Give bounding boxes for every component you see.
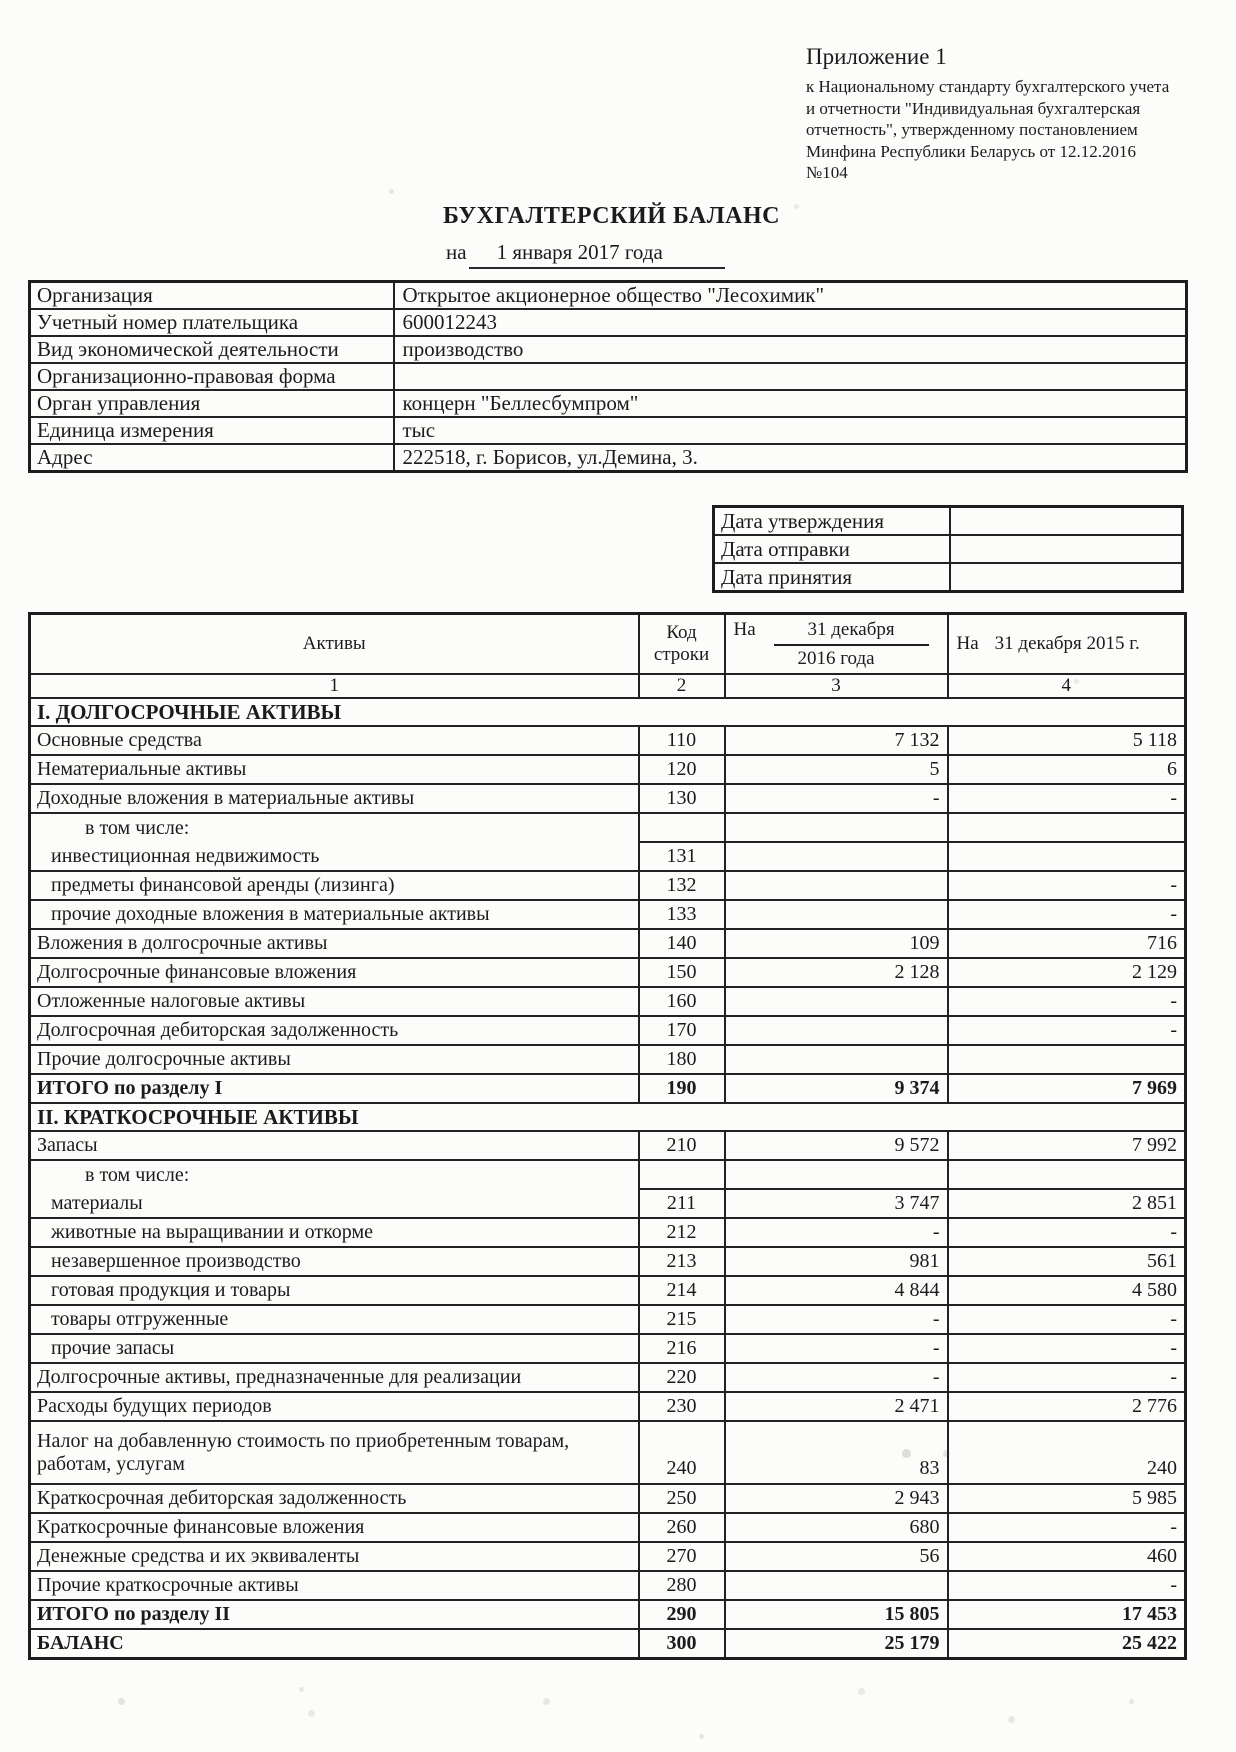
org-row-value: 222518, г. Борисов, ул.Демина, 3. xyxy=(394,444,1187,472)
row-value-2015: 460 xyxy=(948,1542,1186,1571)
org-row xyxy=(30,444,1187,472)
subtitle-prefix: на xyxy=(446,240,467,264)
row-value-2015: - xyxy=(948,1016,1186,1045)
org-row-value: тыс xyxy=(394,417,1187,444)
appendix-line: отчетность", утвержденному постановлением xyxy=(806,120,1138,139)
org-row xyxy=(30,390,1187,417)
row-value-2016 xyxy=(725,871,948,900)
col-header-assets: Активы xyxy=(30,614,639,675)
row-value-2016 xyxy=(725,1571,948,1600)
row-value-2015 xyxy=(948,1045,1186,1074)
asset-row xyxy=(30,1392,1186,1421)
org-row-label: Адрес xyxy=(30,444,394,472)
row-code: 170 xyxy=(639,1016,725,1045)
assets-table-body xyxy=(30,698,1186,1659)
org-table-body xyxy=(30,282,1187,472)
row-code: 140 xyxy=(639,929,725,958)
asset-row xyxy=(30,842,1186,871)
asset-row xyxy=(30,1513,1186,1542)
row-code: 131 xyxy=(639,842,725,871)
org-row-label: Организационно-правовая форма xyxy=(30,363,394,390)
row-value-2015: 7 992 xyxy=(948,1131,1186,1160)
org-row-value: 600012243 xyxy=(394,309,1187,336)
asset-row xyxy=(30,958,1186,987)
row-label: Долгосрочные активы, предназначенные для реализации xyxy=(30,1363,639,1392)
row-code: 260 xyxy=(639,1513,725,1542)
org-row-label: Единица измерения xyxy=(30,417,394,444)
row-label: ИТОГО по разделу II xyxy=(30,1600,639,1629)
row-label: Краткосрочные финансовые вложения xyxy=(30,1513,639,1542)
row-value-2016: 15 805 xyxy=(725,1600,948,1629)
row-sublabel: в том числе: xyxy=(30,813,639,842)
row-value-2016: 9 572 xyxy=(725,1131,948,1160)
row-value-2015: 2 129 xyxy=(948,958,1186,987)
row-value-2015: 7 969 xyxy=(948,1074,1186,1103)
asset-row xyxy=(30,929,1186,958)
row-value-2015: 2 851 xyxy=(948,1189,1186,1218)
org-row-value xyxy=(394,363,1187,390)
row-label: готовая продукция и товары xyxy=(30,1276,639,1305)
asset-row xyxy=(30,987,1186,1016)
asset-row xyxy=(30,871,1186,900)
dates-table xyxy=(712,505,1184,593)
asset-row xyxy=(30,1600,1186,1629)
row-label: товары отгруженные xyxy=(30,1305,639,1334)
org-row-label: Орган управления xyxy=(30,390,394,417)
asset-row xyxy=(30,1131,1186,1160)
date-row-label: Дата принятия xyxy=(714,563,950,592)
date-row-label: Дата утверждения xyxy=(714,507,950,536)
row-label: Долгосрочные финансовые вложения xyxy=(30,958,639,987)
row-label: прочие доходные вложения в материальные активы xyxy=(30,900,639,929)
row-value-2016: - xyxy=(725,1218,948,1247)
date-row-value xyxy=(950,535,1183,563)
org-row-value: концерн "Беллесбумпром" xyxy=(394,390,1187,417)
row-label: Вложения в долгосрочные активы xyxy=(30,929,639,958)
row-value-2016: 981 xyxy=(725,1247,948,1276)
row-value-2016: 56 xyxy=(725,1542,948,1571)
org-row-label: Вид экономической деятельности xyxy=(30,336,394,363)
row-value-2015: - xyxy=(948,1363,1186,1392)
row-value-2015: 25 422 xyxy=(948,1629,1186,1659)
org-row xyxy=(30,363,1187,390)
col-header-code: Код строки xyxy=(639,614,725,675)
row-value-2015: 716 xyxy=(948,929,1186,958)
row-code: 215 xyxy=(639,1305,725,1334)
row-value-2015: - xyxy=(948,871,1186,900)
row-value-2015: - xyxy=(948,1305,1186,1334)
row-value-2015: 2 776 xyxy=(948,1392,1186,1421)
row-value-2016: 4 844 xyxy=(725,1276,948,1305)
row-value-2016: 7 132 xyxy=(725,726,948,755)
row-value-2015: - xyxy=(948,1571,1186,1600)
appendix-line: №104 xyxy=(806,163,848,182)
org-row xyxy=(30,417,1187,444)
row-value-2016: - xyxy=(725,1305,948,1334)
row-code: 280 xyxy=(639,1571,725,1600)
row-value-2016: - xyxy=(725,1334,948,1363)
row-code: 270 xyxy=(639,1542,725,1571)
row-value-2015: - xyxy=(948,1218,1186,1247)
appendix-line: и отчетности "Индивидуальная бухгалтерская xyxy=(806,98,1141,118)
date-row-value xyxy=(950,507,1183,536)
col-number: 3 xyxy=(725,674,948,698)
row-value-2015: - xyxy=(948,1513,1186,1542)
row-value-2016: 5 xyxy=(725,755,948,784)
row-value-2016: 680 xyxy=(725,1513,948,1542)
asset-row xyxy=(30,1542,1186,1571)
row-code: 160 xyxy=(639,987,725,1016)
scan-noise xyxy=(0,0,3,3)
row-label: Запасы xyxy=(30,1131,639,1160)
row-code: 214 xyxy=(639,1276,725,1305)
assets-header-row xyxy=(30,614,1186,675)
row-value-2016: - xyxy=(725,784,948,813)
row-value-2016: 25 179 xyxy=(725,1629,948,1659)
org-row xyxy=(30,282,1187,310)
row-code: 230 xyxy=(639,1392,725,1421)
row-value-2015 xyxy=(948,813,1186,842)
row-label: незавершенное производство xyxy=(30,1247,639,1276)
section-label: I. ДОЛГОСРОЧНЫЕ АКТИВЫ xyxy=(30,698,1186,726)
asset-row xyxy=(30,784,1186,813)
asset-row xyxy=(30,1218,1186,1247)
column-numbers-row xyxy=(30,674,1186,698)
row-label: Прочие краткосрочные активы xyxy=(30,1571,639,1600)
row-label: Отложенные налоговые активы xyxy=(30,987,639,1016)
row-value-2016 xyxy=(725,1045,948,1074)
row-code: 213 xyxy=(639,1247,725,1276)
row-label: Основные средства xyxy=(30,726,639,755)
row-value-2016 xyxy=(725,813,948,842)
asset-row xyxy=(30,1074,1186,1103)
col-header-2016: На 31 декабря 2016 года xyxy=(725,614,948,675)
row-code: 211 xyxy=(639,1189,725,1218)
row-label: БАЛАНС xyxy=(30,1629,639,1659)
appendix-line: к Национальному стандарту бухгалтерского учета xyxy=(806,77,1170,96)
date-row-value xyxy=(950,563,1183,592)
asset-row xyxy=(30,1160,1186,1189)
dates-table-body xyxy=(714,507,1183,592)
col-number: 1 xyxy=(30,674,639,698)
asset-row xyxy=(30,1247,1186,1276)
org-row xyxy=(30,309,1187,336)
row-label: Налог на добавленную стоимость по приобретенным товарам, работам, услугам xyxy=(30,1421,639,1484)
row-value-2015: 5 985 xyxy=(948,1484,1186,1513)
row-value-2016 xyxy=(725,842,948,871)
row-code: 133 xyxy=(639,900,725,929)
row-label: ИТОГО по разделу I xyxy=(30,1074,639,1103)
row-value-2015: - xyxy=(948,987,1186,1016)
row-label: Долгосрочная дебиторская задолженность xyxy=(30,1016,639,1045)
document-title: БУХГАЛТЕРСКИЙ БАЛАНС xyxy=(443,203,780,229)
row-code: 180 xyxy=(639,1045,725,1074)
row-value-2015: 561 xyxy=(948,1247,1186,1276)
row-label: предметы финансовой аренды (лизинга) xyxy=(30,871,639,900)
date-row-label: Дата отправки xyxy=(714,535,950,563)
row-value-2016: 2 471 xyxy=(725,1392,948,1421)
row-value-2015: - xyxy=(948,1334,1186,1363)
col-number: 2 xyxy=(639,674,725,698)
row-label: Прочие долгосрочные активы xyxy=(30,1045,639,1074)
row-code: 120 xyxy=(639,755,725,784)
row-code: 250 xyxy=(639,1484,725,1513)
row-label: Краткосрочная дебиторская задолженность xyxy=(30,1484,639,1513)
asset-row xyxy=(30,813,1186,842)
row-label: материалы xyxy=(30,1189,639,1218)
asset-row xyxy=(30,1189,1186,1218)
document-subtitle xyxy=(446,240,725,269)
row-value-2015: - xyxy=(948,900,1186,929)
asset-row xyxy=(30,1421,1186,1484)
row-code: 110 xyxy=(639,726,725,755)
row-value-2016: 3 747 xyxy=(725,1189,948,1218)
row-code: 220 xyxy=(639,1363,725,1392)
asset-row xyxy=(30,1484,1186,1513)
section-row xyxy=(30,698,1186,726)
date-row xyxy=(714,535,1183,563)
row-code: 212 xyxy=(639,1218,725,1247)
row-sublabel: в том числе: xyxy=(30,1160,639,1189)
row-value-2016 xyxy=(725,1160,948,1189)
asset-row xyxy=(30,1571,1186,1600)
col-number: 4 xyxy=(948,674,1186,698)
asset-row xyxy=(30,726,1186,755)
row-value-2016 xyxy=(725,987,948,1016)
section-row xyxy=(30,1103,1186,1131)
row-label: Нематериальные активы xyxy=(30,755,639,784)
col-header-2015: На 31 декабря 2015 г. xyxy=(948,614,1186,675)
appendix-title: Приложение 1 xyxy=(806,44,947,69)
row-value-2016: 2 128 xyxy=(725,958,948,987)
org-row-value: производство xyxy=(394,336,1187,363)
asset-row xyxy=(30,1276,1186,1305)
row-value-2016 xyxy=(725,900,948,929)
appendix-note xyxy=(806,44,1226,184)
asset-row xyxy=(30,1629,1186,1659)
row-code: 290 xyxy=(639,1600,725,1629)
row-value-2015: 240 xyxy=(948,1421,1186,1484)
assets-table xyxy=(28,612,1187,1660)
row-label: Денежные средства и их эквиваленты xyxy=(30,1542,639,1571)
row-label: Доходные вложения в материальные активы xyxy=(30,784,639,813)
row-label: прочие запасы xyxy=(30,1334,639,1363)
row-label: инвестиционная недвижимость xyxy=(30,842,639,871)
asset-row xyxy=(30,900,1186,929)
row-code xyxy=(639,813,725,842)
row-code: 130 xyxy=(639,784,725,813)
row-value-2015: 4 580 xyxy=(948,1276,1186,1305)
org-row-label: Учетный номер плательщика xyxy=(30,309,394,336)
row-code: 190 xyxy=(639,1074,725,1103)
row-value-2015: 17 453 xyxy=(948,1600,1186,1629)
section-label: II. КРАТКОСРОЧНЫЕ АКТИВЫ xyxy=(30,1103,1186,1131)
row-value-2016: 9 374 xyxy=(725,1074,948,1103)
asset-row xyxy=(30,1305,1186,1334)
asset-row xyxy=(30,1363,1186,1392)
row-value-2015 xyxy=(948,842,1186,871)
asset-row xyxy=(30,1016,1186,1045)
org-info-table xyxy=(28,280,1188,473)
row-value-2016: 109 xyxy=(725,929,948,958)
row-value-2015 xyxy=(948,1160,1186,1189)
asset-row xyxy=(30,1334,1186,1363)
row-code: 300 xyxy=(639,1629,725,1659)
row-code: 216 xyxy=(639,1334,725,1363)
row-code xyxy=(639,1160,725,1189)
row-value-2016: - xyxy=(725,1363,948,1392)
row-code: 132 xyxy=(639,871,725,900)
row-code: 240 xyxy=(639,1421,725,1484)
row-value-2015: 6 xyxy=(948,755,1186,784)
row-label: животные на выращивании и откорме xyxy=(30,1218,639,1247)
row-value-2016: 83 xyxy=(725,1421,948,1484)
row-label: Расходы будущих периодов xyxy=(30,1392,639,1421)
subtitle-date: 1 января 2017 года xyxy=(469,240,725,269)
row-code: 210 xyxy=(639,1131,725,1160)
row-value-2016 xyxy=(725,1016,948,1045)
date-row xyxy=(714,507,1183,536)
org-row-label: Организация xyxy=(30,282,394,310)
row-value-2015: 5 118 xyxy=(948,726,1186,755)
org-row xyxy=(30,336,1187,363)
appendix-line: Минфина Республики Беларусь от 12.12.2016 xyxy=(806,141,1136,161)
org-row-value: Открытое акционерное общество "Лесохимик" xyxy=(394,282,1187,310)
row-code: 150 xyxy=(639,958,725,987)
asset-row xyxy=(30,755,1186,784)
asset-row xyxy=(30,1045,1186,1074)
row-value-2016: 2 943 xyxy=(725,1484,948,1513)
date-row xyxy=(714,563,1183,592)
row-value-2015: - xyxy=(948,784,1186,813)
